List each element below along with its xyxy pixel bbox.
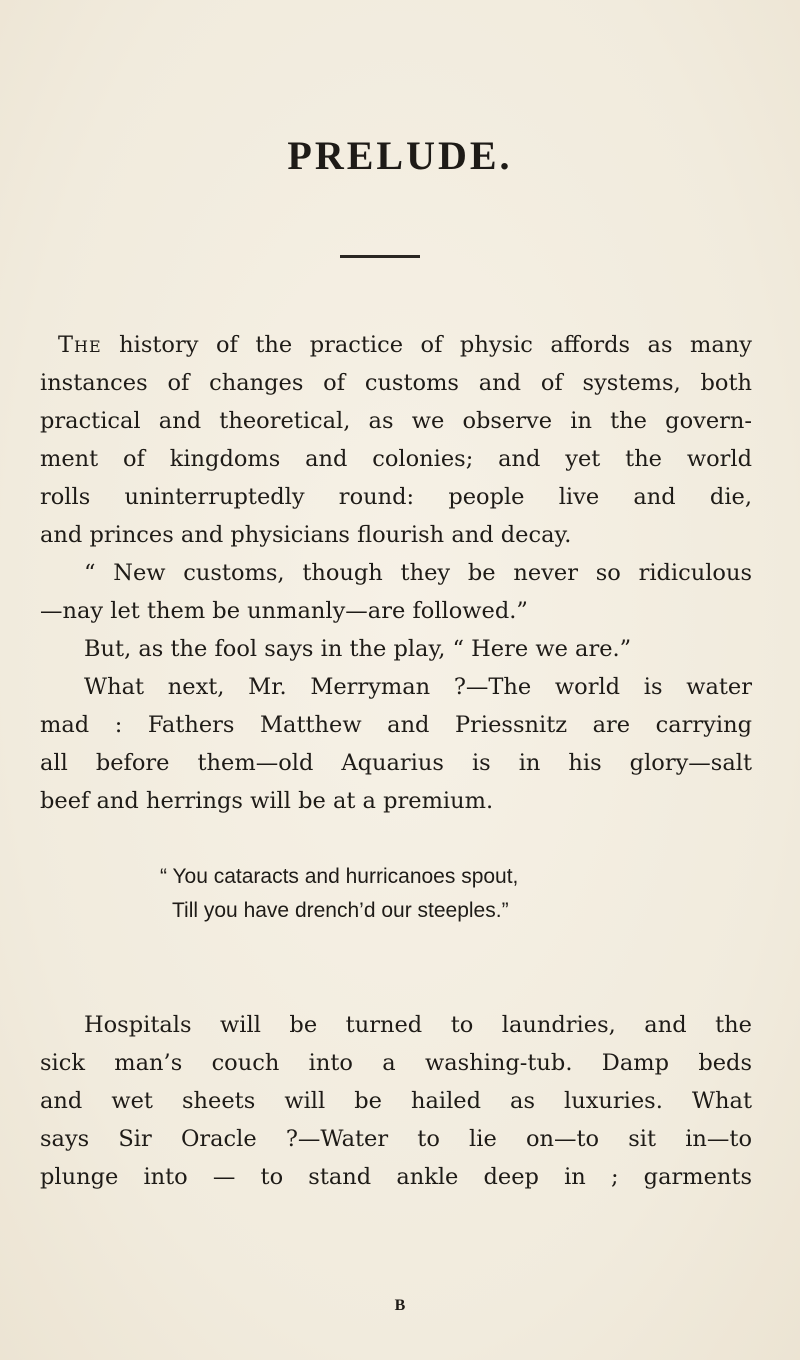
verse-line: Till you have drench’d our steeples.” [172,899,509,922]
text-line: rolls uninterruptedly round: people live and die, [40,484,752,510]
text-line: What next, Mr. Merryman ?—The world is water [84,674,752,700]
paragraph-2 [40,630,752,820]
text-line: beef and herrings will be at a premium. [40,788,494,814]
lead-word: The [58,332,102,358]
signature-mark: B [394,1297,406,1314]
quote-1 [40,554,752,630]
text-line: ment of kingdoms and colonies; and yet the world [40,446,752,472]
text-line: But, as the fool says in the play, “ Here we are.” [84,636,632,662]
text-line: —nay let them be unmanly—are followed.” [40,598,528,624]
text-line: says Sir Oracle ?—Water to lie on—to sit in—to [40,1126,752,1152]
text-line: all before them—old Aquarius is in his glory—salt [40,750,752,776]
text-line: Hospitals will be turned to laundries, and the [84,1012,752,1038]
text-line: and wet sheets will be hailed as luxuries. What [40,1088,752,1114]
text-line: instances of changes of customs and of systems, both [40,370,752,396]
paragraph-1 [40,326,752,554]
title-rule [340,255,420,258]
text-line: The history of the practice of physic affords as many [58,332,752,358]
text-line: “ New customs, though they be never so ridiculous [84,560,752,586]
paragraph-3 [40,1006,752,1196]
text-line: sick man’s couch into a washing-tub. Damp beds [40,1050,752,1076]
text-line: mad : Fathers Matthew and Priessnitz are carrying [40,712,752,738]
text-line: plunge into — to stand ankle deep in ; garments [40,1164,752,1190]
text-line: practical and theoretical, as we observe in the govern- [40,408,752,434]
verse-quote [160,860,720,928]
chapter-title: PRELUDE. [287,133,513,178]
verse-line: “ You cataracts and hurricanoes spout, [160,865,519,888]
text-line: and princes and physicians flourish and decay. [40,522,572,548]
